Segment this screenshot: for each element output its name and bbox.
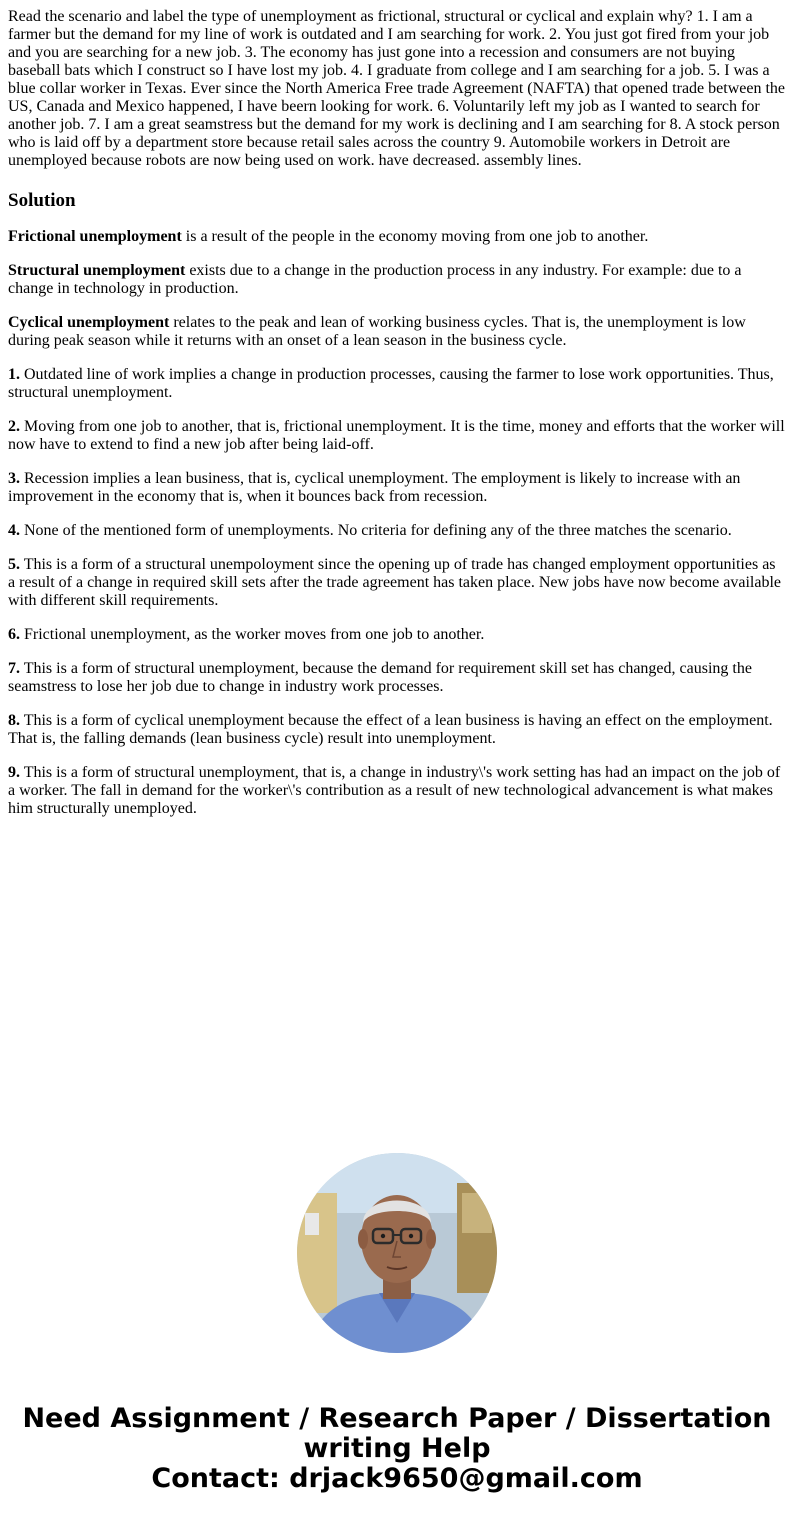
- answer-6: [8, 626, 786, 644]
- answer-7: [8, 660, 786, 696]
- answer-1: [8, 366, 786, 402]
- answer-number: 6.: [8, 626, 20, 643]
- solution-heading: Solution: [8, 190, 76, 211]
- answer-text: Moving from one job to another, that is, frictional unemployment. It is the time, money and efforts that the worker will now have to extend to find a new job after being laid-off.: [8, 418, 785, 453]
- answer-8: [8, 712, 786, 748]
- answer-5: [8, 556, 786, 610]
- question-text: Read the scenario and label the type of unemployment as frictional, structural or cyclical and explain why? 1. I am a farmer but the demand for my line of work is outdated and I am searching for work. 2. You just got fired from your job and you are searching for a new job. 3. The economy has just gone into a recession and consumers are not buying baseball bats which I construct so I have lost my job. 4. I graduate from college and I am searching for a job. 5. I was a blue collar worker in Texas. Ever since the North America Free trade Agreement (NAFTA) that opened trade between the US, Canada and Mexico happened, I have beern looking for work. 6. Voluntarily left my job as I wanted to search for another job. 7. I am a great seamstress but the demand for my work is declining and I am searching for 8. A stock person who is laid off by a department store because retail sales across the country 9. Automobile workers in Detroit are unemployed because robots are now being used on work. have decreased. assembly lines.: [8, 8, 786, 169]
- answer-number: 7.: [8, 660, 20, 677]
- answer-text: This is a form of structural unemployment, because the demand for requirement skill set has changed, causing the seamstress to lose her job due to change in industry work processes.: [8, 660, 752, 695]
- answer-number: 4.: [8, 522, 20, 539]
- answer-number: 9.: [8, 764, 20, 781]
- answer-number: 8.: [8, 712, 20, 729]
- definition-cyclical: [8, 314, 786, 350]
- definition-structural: [8, 262, 786, 298]
- footer-contact: Contact: drjack9650@gmail.com: [151, 1463, 643, 1494]
- answer-number: 3.: [8, 470, 20, 487]
- answer-number: 2.: [8, 418, 20, 435]
- answer-number: 1.: [8, 366, 20, 383]
- author-photo: [297, 1153, 497, 1353]
- document-body: [8, 8, 786, 834]
- author-photo-icon: [297, 1153, 497, 1353]
- definition-term: Cyclical unemployment: [8, 314, 170, 331]
- definition-text: is a result of the people in the economy moving from one job to another.: [181, 228, 649, 245]
- definition-term: Structural unemployment: [8, 262, 186, 279]
- answer-text: Recession implies a lean business, that is, cyclical unemployment. The employment is likely to increase with an improvement in the economy that is, when it bounces back from recession.: [8, 470, 741, 505]
- footer-line-2: writing Help: [303, 1433, 491, 1464]
- answer-text: Frictional unemployment, as the worker moves from one job to another.: [20, 626, 485, 643]
- definition-text: relates to the peak and lean of working business cycles. That is, the unemployment is low during peak season while it returns with an onset of a lean season in the business cycle.: [8, 314, 746, 349]
- answer-text: This is a form of structural unemployment, that is, a change in industry\'s work setting has had an impact on the job of a worker. The fall in demand for the worker\'s contribution as a result of new technological advancement is what makes him structurally unemployed.: [8, 764, 781, 817]
- definition-frictional: [8, 228, 786, 246]
- answer-text: Outdated line of work implies a change in production processes, causing the farmer to lose work opportunities. Thus, structural unemployment.: [8, 366, 774, 401]
- answer-9: [8, 764, 786, 818]
- footer-line-1: Need Assignment / Research Paper / Dissertation: [22, 1403, 772, 1434]
- footer-promo: [0, 1404, 794, 1494]
- definition-text: exists due to a change in the production process in any industry. For example: due to a change in technology in production.: [8, 262, 742, 297]
- answer-number: 5.: [8, 556, 20, 573]
- answer-2: [8, 418, 786, 454]
- answer-text: This is a form of cyclical unemployment because the effect of a lean business is having an effect on the employment. That is, the falling demands (lean business cycle) result into unemployment.: [8, 712, 773, 747]
- answer-4: [8, 522, 786, 540]
- definition-term: Frictional unemployment: [8, 228, 182, 245]
- answer-text: None of the mentioned form of unemployments. No criteria for defining any of the three matches the scenario.: [20, 522, 732, 539]
- answer-text: This is a form of a structural unempoloyment since the opening up of trade has changed employment opportunities as a result of a change in required skill sets after the trade agreement has taken place. New jobs have now become available with different skill requirements.: [8, 556, 782, 609]
- answer-3: [8, 470, 786, 506]
